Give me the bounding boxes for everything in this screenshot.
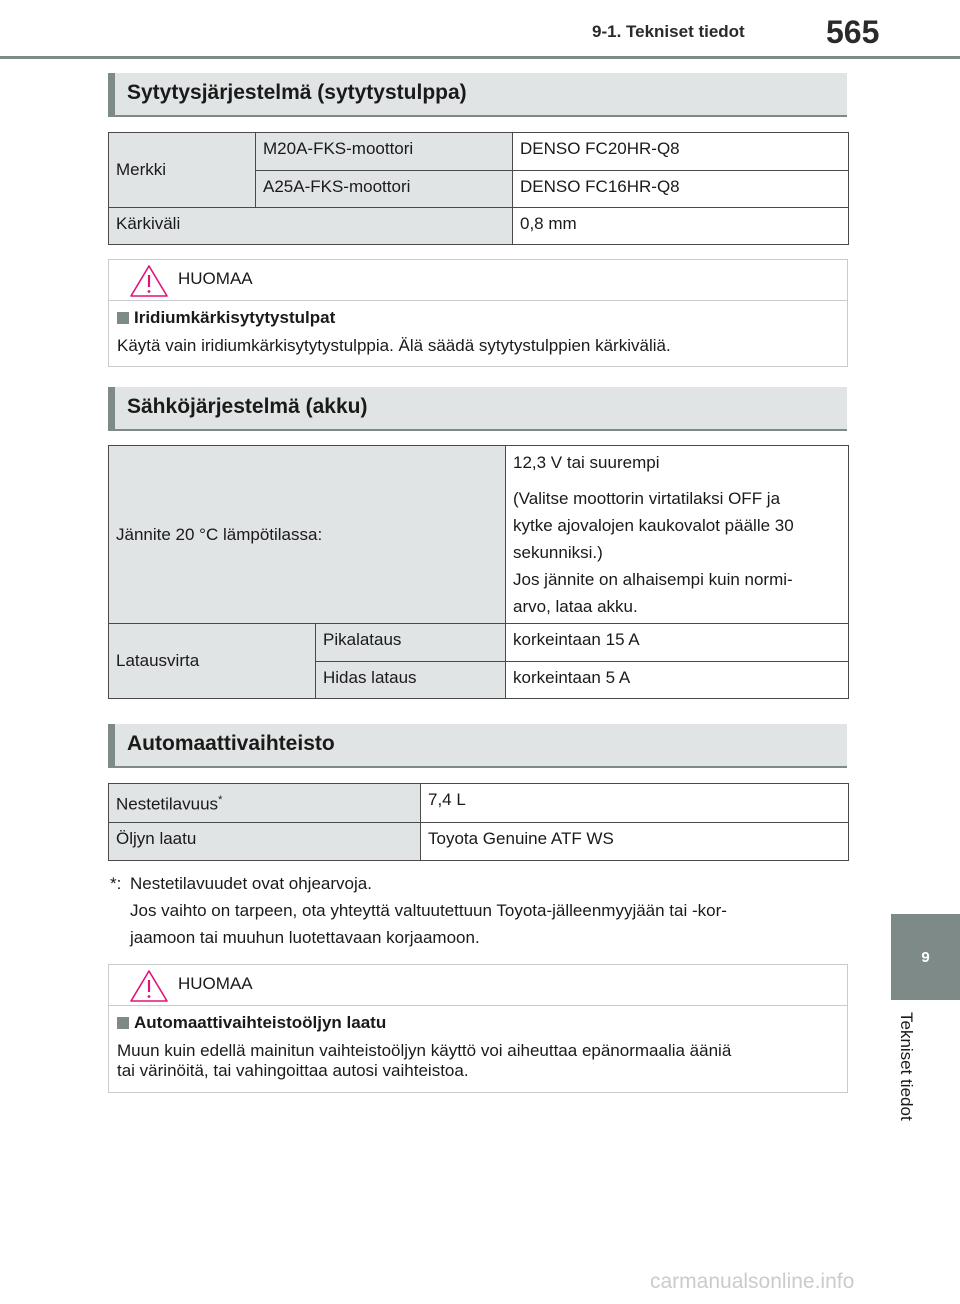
voltage-line: (Valitse moottorin virtatilaksi OFF ja xyxy=(513,489,781,508)
caution-subtitle-text: Iridiumkärkisytytystulpat xyxy=(134,308,336,327)
caution-header xyxy=(109,965,847,1006)
caution-box-transmission-oil xyxy=(108,964,848,1093)
caution-subtitle xyxy=(117,1013,839,1033)
charge-value-cell: korkeintaan 15 A xyxy=(506,624,849,662)
caution-subtitle xyxy=(117,308,839,328)
footnote-line: jaamoon tai muuhun luotettavaan korjaamoon. xyxy=(130,928,480,947)
section-heading-title: Sytytysjärjestelmä (sytytystulppa) xyxy=(127,81,467,104)
section-heading-bar xyxy=(108,724,115,766)
battery-table xyxy=(108,445,849,699)
caution-label: HUOMAA xyxy=(178,269,253,288)
footnote xyxy=(110,870,840,951)
header-rule xyxy=(0,56,960,59)
voltage-value-cell xyxy=(506,446,849,624)
table-row xyxy=(109,624,849,662)
engine-cell: M20A-FKS-moottori xyxy=(256,133,513,171)
capacity-label: Nestetilavuus xyxy=(116,794,219,814)
charge-value-cell: korkeintaan 5 A xyxy=(506,662,849,699)
section-heading-spark-plugs xyxy=(108,73,847,117)
square-bullet-icon xyxy=(117,1017,129,1029)
footnote-line: Jos vaihto on tarpeen, ota yhteyttä valtuutettuun Toyota-jälleenmyyjään tai -kor- xyxy=(130,901,727,920)
caution-body xyxy=(109,301,847,368)
section-heading-bar xyxy=(108,387,115,429)
table-row xyxy=(109,784,849,823)
caution-subtitle-text: Automaattivaihteistoöljyn laatu xyxy=(134,1013,387,1032)
voltage-label-cell: Jännite 20 °C lämpötilassa: xyxy=(109,446,506,624)
chapter-tab-number[interactable]: 9 xyxy=(891,914,960,1000)
spark-plug-table xyxy=(108,132,849,245)
oil-value-cell: Toyota Genuine ATF WS xyxy=(421,823,849,861)
page-number: 565 xyxy=(826,14,880,50)
table-row xyxy=(109,133,849,171)
charge-mode-cell: Hidas lataus xyxy=(316,662,506,699)
section-heading-transmission xyxy=(108,724,847,768)
capacity-label-cell xyxy=(109,784,421,823)
section-heading-battery xyxy=(108,387,847,431)
transmission-table xyxy=(108,783,849,861)
square-bullet-icon xyxy=(117,312,129,324)
table-row xyxy=(109,208,849,245)
caution-text: Käytä vain iridiumkärkisytytystulppia. Älä säädä sytytystulppien kärkiväliä. xyxy=(117,336,671,355)
value-cell: DENSO FC16HR-Q8 xyxy=(513,171,849,208)
footnote-mark: * xyxy=(218,794,223,806)
oil-label-cell: Öljyn laatu xyxy=(109,823,421,861)
caution-text xyxy=(117,1041,839,1081)
brand-label-cell: Merkki xyxy=(109,133,256,208)
voltage-line: kytke ajovalojen kaukovalot päälle 30 xyxy=(513,516,794,535)
section-title: 9-1. Tekniset tiedot xyxy=(592,22,745,41)
table-row xyxy=(109,446,849,624)
caution-text-line: tai värinöitä, tai vahingoittaa autosi vaihteistoa. xyxy=(117,1061,469,1080)
section-heading-title: Automaattivaihteisto xyxy=(127,732,335,755)
charge-mode-cell: Pikalataus xyxy=(316,624,506,662)
warning-triangle-icon xyxy=(129,264,169,298)
caution-box-spark-plugs xyxy=(108,259,848,367)
gap-label-cell: Kärkiväli xyxy=(109,208,513,245)
section-heading-bar xyxy=(108,73,115,115)
voltage-line: sekunniksi.) xyxy=(513,543,603,562)
warning-triangle-icon xyxy=(129,969,169,1003)
engine-cell: A25A-FKS-moottori xyxy=(256,171,513,208)
value-cell: DENSO FC20HR-Q8 xyxy=(513,133,849,171)
voltage-line: 12,3 V tai suurempi xyxy=(513,453,660,472)
watermark: carmanualsonline.info xyxy=(650,1270,855,1293)
voltage-line: Jos jännite on alhaisempi kuin normi- xyxy=(513,570,793,589)
charge-label-cell: Latausvirta xyxy=(109,624,316,699)
caution-text-line: Muun kuin edellä mainitun vaihteistoöljyn käyttö voi aiheuttaa epänormaalia ääniä xyxy=(117,1041,732,1060)
caution-header xyxy=(109,260,847,301)
caution-label: HUOMAA xyxy=(178,974,253,993)
footnote-marker: *: xyxy=(110,874,122,893)
footnote-line: Nestetilavuudet ovat ohjearvoja. xyxy=(130,874,372,893)
chapter-tab-label xyxy=(896,1012,920,1152)
capacity-value-cell: 7,4 L xyxy=(421,784,849,823)
section-heading-title: Sähköjärjestelmä (akku) xyxy=(127,395,368,418)
voltage-line: arvo, lataa akku. xyxy=(513,597,638,616)
gap-value-cell: 0,8 mm xyxy=(513,208,849,245)
caution-body xyxy=(109,1006,847,1093)
chapter-tab-text: Tekniset tiedot xyxy=(897,1012,916,1121)
table-row xyxy=(109,823,849,861)
